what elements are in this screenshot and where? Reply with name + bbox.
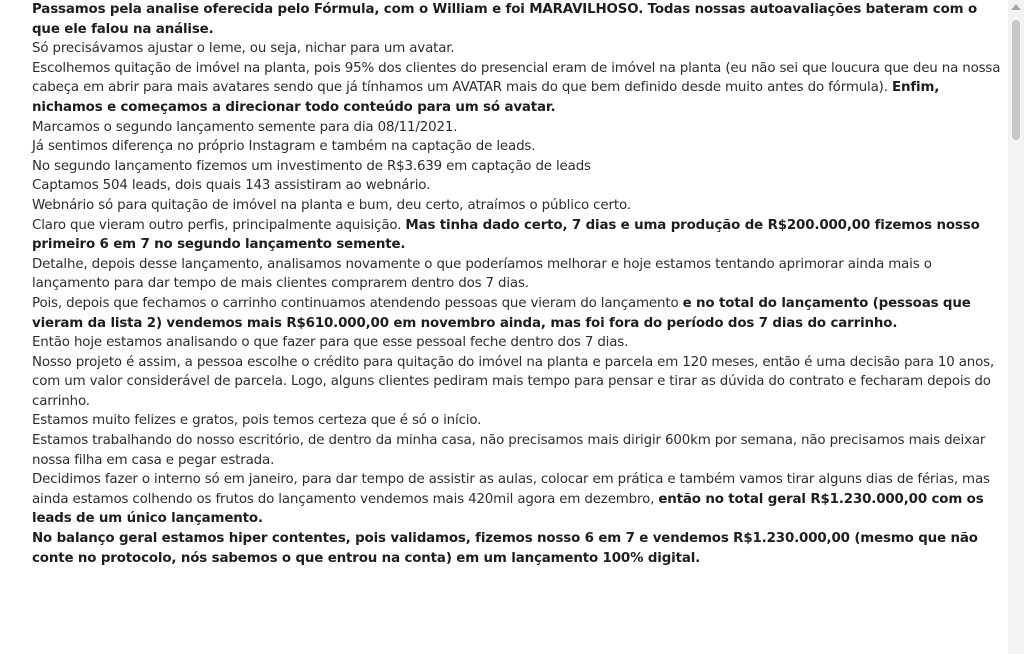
paragraph-12 <box>32 333 1004 353</box>
paragraph-9 <box>32 216 1004 255</box>
paragraph-4 <box>32 118 1004 138</box>
bold-text: Passamos pela analise oferecida pelo Fórmula, com o William e foi MARAVILHOSO. Todas nossas autoavaliações bateram com o que ele falou na análise. <box>32 2 978 37</box>
body-text: Decidimos fazer o interno só em janeiro, para dar tempo de assistir as aulas, colocar em prática e também vamos tirar alguns dias de férias, mas ainda estamos colhendo os frutos do lançamento vendemos mais 420mil agora em dezembro, <box>32 472 990 507</box>
body-text: Captamos 504 leads, dois quais 143 assistiram ao webnário. <box>32 178 431 194</box>
body-text: Estamos muito felizes e gratos, pois temos certeza que é só o início. <box>32 413 482 429</box>
paragraph-13 <box>32 353 1004 412</box>
body-text: Webnário só para quitação de imóvel na planta e bum, deu certo, atraímos o público certo. <box>32 197 631 213</box>
paragraph-11 <box>32 294 1004 333</box>
paragraph-1 <box>32 0 1004 39</box>
bold-text: então no total geral R$1.230.000,00 com os leads de um único lançamento. <box>32 491 984 527</box>
body-text: Claro que vieram outro perfis, principalmente aquisição. <box>32 217 406 233</box>
paragraph-2 <box>32 39 1004 59</box>
paragraph-17 <box>32 529 1004 568</box>
bold-text: e no total do lançamento (pessoas que vieram da lista 2) vendemos mais R$610.000,00 em novembro ainda, mas foi fora do período dos 7 dias do carrinho. <box>32 295 971 331</box>
body-text: Detalhe, depois desse lançamento, analisamos novamente o que poderíamos melhorar e hoje estamos tentando aprimorar ainda mais o lançamento para dar tempo de mais clientes comprarem dentro dos 7 dias. <box>32 256 932 292</box>
bold-text: Enfim, nichamos e começamos a direcionar todo conteúdo para um só avatar. <box>32 80 940 115</box>
body-text: Nosso projeto é assim, a pessoa escolhe o crédito para quitação do imóvel na planta e parcela em 120 meses, então é uma decisão para 10 anos, com um valor considerável de parcela. Logo, alguns clientes pediram mais tempo para pensar e tirar as dúvida do contrato e fecharam depois do carrinho. <box>32 354 995 409</box>
body-text: Escolhemos quitação de imóvel na planta, pois 95% dos clientes do presencial eram de imóvel na planta (eu não sei que loucura que deu na nossa cabeça em abrir para mais avatares sendo que já tínhamos um AVATAR mais do que bem definido desde muito antes do fórmula). <box>32 60 1001 96</box>
body-text: Já sentimos diferença no próprio Instagram e também na captação de leads. <box>32 139 536 155</box>
post-body <box>32 0 1004 568</box>
paragraph-10 <box>32 255 1004 294</box>
body-text: Então hoje estamos analisando o que fazer para que esse pessoal feche dentro dos 7 dias. <box>32 335 629 351</box>
vertical-scrollbar[interactable] <box>1008 0 1024 654</box>
paragraph-3 <box>32 59 1004 118</box>
scrollbar-thumb[interactable] <box>1012 20 1020 140</box>
paragraph-8 <box>32 196 1004 216</box>
paragraph-14 <box>32 411 1004 431</box>
paragraph-6 <box>32 157 1004 177</box>
body-text: Estamos trabalhando do nosso escritório, de dentro da minha casa, não precisamos mais dirigir 600km por semana, não precisamos mais deixar nossa filha em casa e pegar estrada. <box>32 433 986 468</box>
body-text: Marcamos o segundo lançamento semente para dia 08/11/2021. <box>32 119 458 135</box>
bold-text: Mas tinha dado certo, 7 dias e uma produção de R$200.000,00 fizemos nosso primeiro 6 em 7 no segundo lançamento semente. <box>32 217 980 253</box>
scroll-up-arrow-icon[interactable] <box>1011 4 1021 10</box>
paragraph-5 <box>32 137 1004 157</box>
paragraph-7 <box>32 176 1004 196</box>
body-text: Pois, depois que fechamos o carrinho continuamos atendendo pessoas que vieram do lançamento <box>32 295 683 311</box>
body-text: No segundo lançamento fizemos um investimento de R$3.639 em captação de leads <box>32 158 591 174</box>
bold-text: No balanço geral estamos hiper contentes, pois validamos, fizemos nosso 6 em 7 e vendemos R$1.230.000,00 (mesmo que não conte no protocolo, nós sabemos o que entrou na conta) em um lançamento 100% digital. <box>32 531 978 566</box>
body-text: Só precisávamos ajustar o leme, ou seja, nichar para um avatar. <box>32 41 455 57</box>
paragraph-15 <box>32 431 1004 470</box>
paragraph-16 <box>32 470 1004 529</box>
